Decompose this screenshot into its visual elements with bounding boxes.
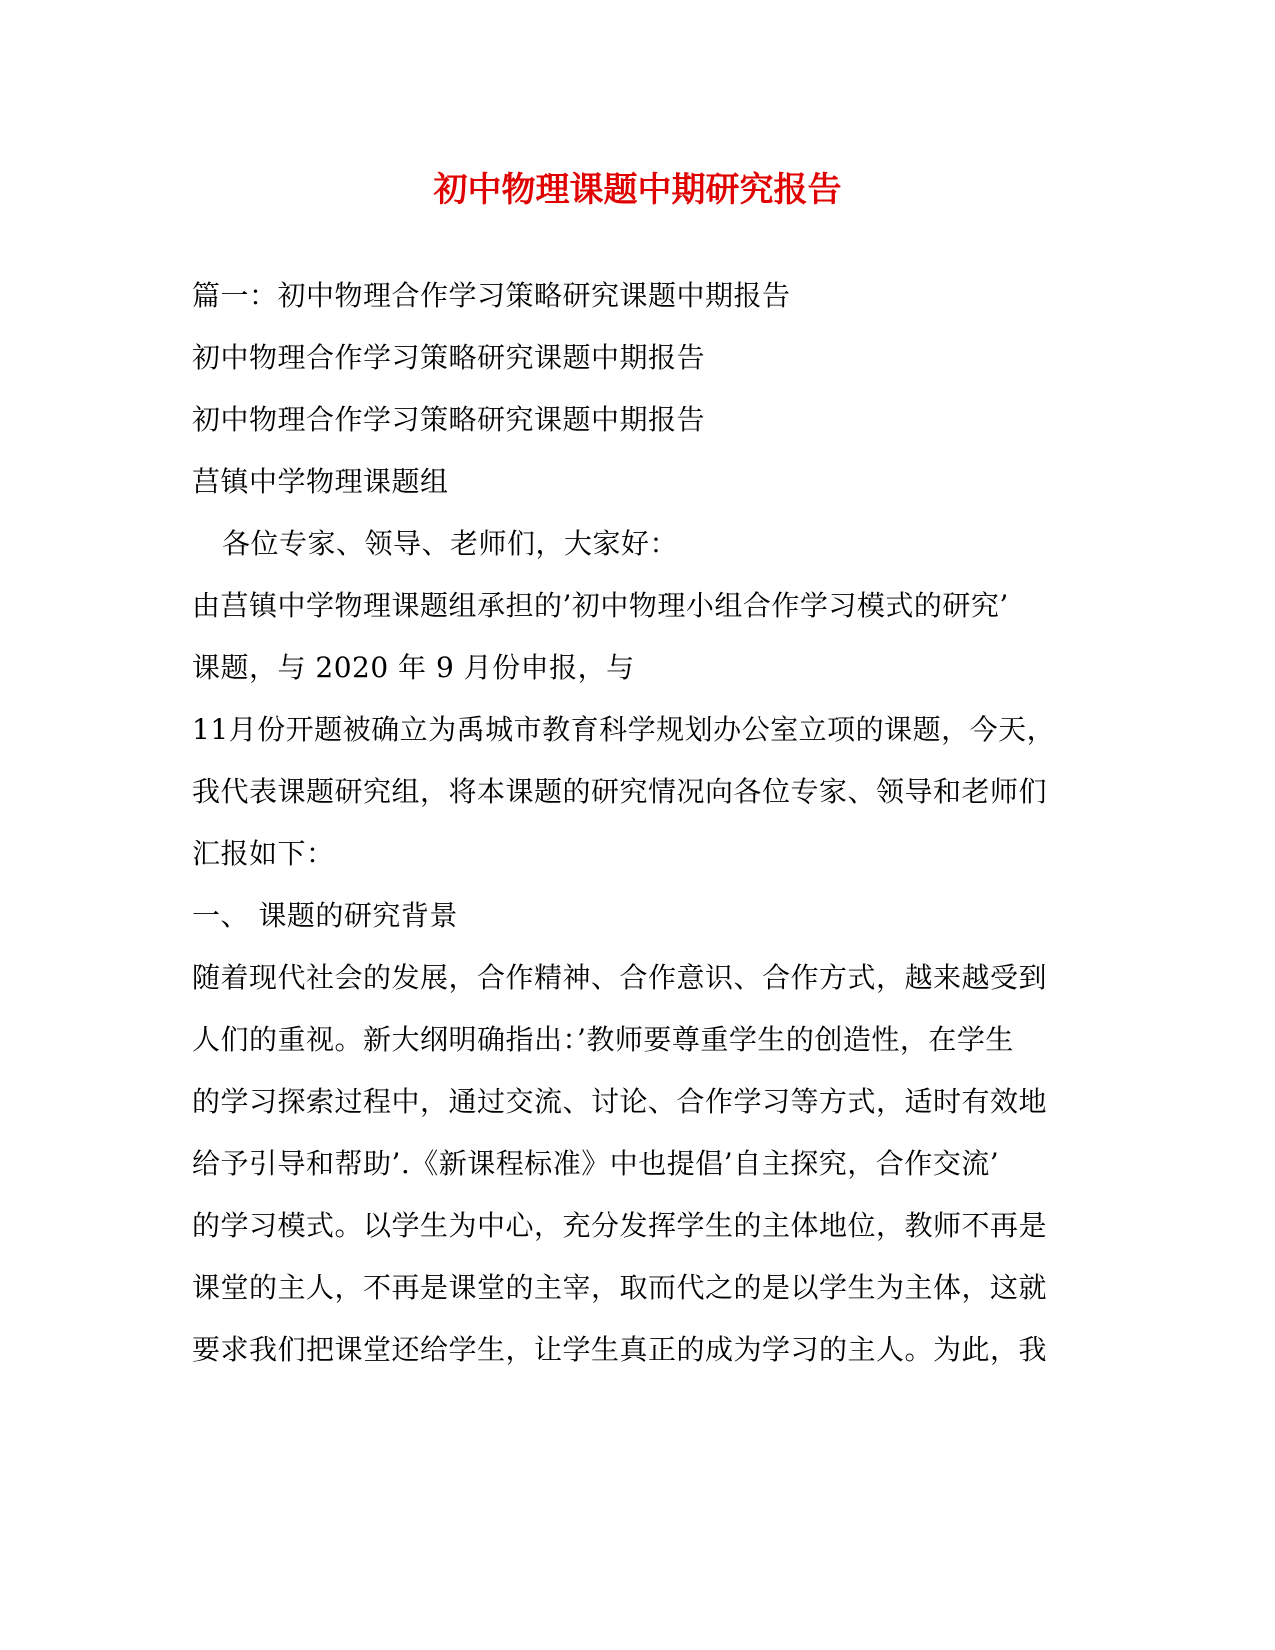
paragraph-line: 莒镇中学物理课题组 xyxy=(192,465,449,498)
paragraph-line: 初中物理合作学习策略研究课题中期报告 xyxy=(192,403,706,436)
paragraph-line: 汇报如下： xyxy=(192,837,335,870)
paragraph-line: 11月份开题被确立为禹城市教育科学规划办公室立项的课题，今天， xyxy=(192,713,1056,746)
paragraph-line: 随着现代社会的发展，合作精神、合作意识、合作方式，越来越受到 xyxy=(192,961,1048,994)
paragraph-line: 人们的重视。新大纲明确指出：’教师要尊重学生的创造性，在学生 xyxy=(192,1023,1014,1056)
paragraph-line: 的学习探索过程中，通过交流、讨论、合作学习等方式，适时有效地 xyxy=(192,1085,1048,1118)
paragraph-line: 篇一：初中物理合作学习策略研究课题中期报告 xyxy=(192,279,791,312)
paragraph-line: 由莒镇中学物理课题组承担的’初中物理小组合作学习模式的研究’ xyxy=(192,589,1009,622)
document-title: 初中物理课题中期研究报告 xyxy=(433,170,842,210)
paragraph-line: 要求我们把课堂还给学生，让学生真正的成为学习的主人。为此，我 xyxy=(192,1333,1048,1366)
salutation-line: 各位专家、领导、老师们，大家好： xyxy=(222,527,679,560)
paragraph-line: 的学习模式。以学生为中心，充分发挥学生的主体地位，教师不再是 xyxy=(192,1209,1048,1242)
paragraph-line: 给予引导和帮助’.《新课程标准》中也提倡’自主探究，合作交流’ xyxy=(192,1147,1000,1180)
paragraph-line: 初中物理合作学习策略研究课题中期报告 xyxy=(192,341,706,374)
section-heading: 一、 课题的研究背景 xyxy=(192,899,458,932)
paragraph-line: 课堂的主人，不再是课堂的主宰，取而代之的是以学生为主体，这就 xyxy=(192,1271,1048,1304)
paragraph-line: 课题，与 2020 年 9 月份申报，与 xyxy=(192,651,635,684)
paragraph-line: 我代表课题研究组，将本课题的研究情况向各位专家、领导和老师们 xyxy=(192,775,1048,808)
